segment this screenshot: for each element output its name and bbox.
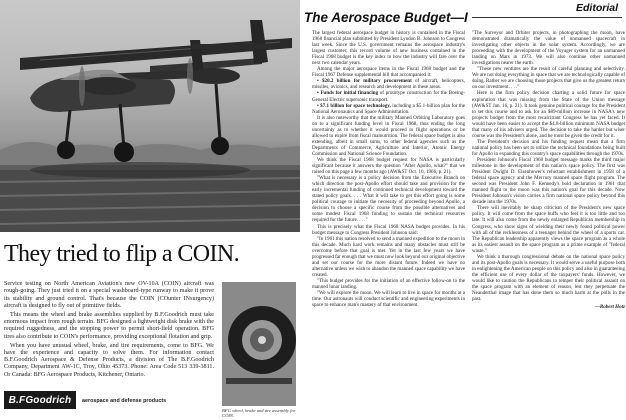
budget-item bbox=[312, 103, 465, 115]
budget-item-lead: • Funds for initial financing bbox=[317, 90, 379, 97]
editorial-column-2 bbox=[472, 30, 625, 416]
paragraph: "What is necessary is a policy decision from the Executive Branch on which direction the post-Apollo effort should take and provision for the early incremental funding of continued technical development toward the stated policy goals. . . . What it will take to get this effort going is some political courage to initiate the necessity of proceeding beyond Apollo, a decision to choose a specific course from the possible alternatives and some modest Fiscal 1968 funding to sustain the technical resources required for the future. . . ." bbox=[312, 175, 465, 224]
budget-item bbox=[312, 78, 465, 90]
paragraph: "We will explore the moon. We will learn to live in space for months at a time. Our astronauts will conduct scientific and engineering experiments in space to enhance man's mastery of that environment. bbox=[312, 290, 465, 309]
ad-paragraph: This means the wheel and brake assemblies supplied by B.F.Goodrich must take enormous impact from rough terrain. BFG designed a lightweight disk brake with the required ruggedness, and the stopping power to permit short-field operation. BFG tires also contribute to COIN's performance, providing exceptional flotation and grip. bbox=[4, 311, 214, 340]
paragraph: We think the Fiscal 1968 budget request for NASA is particularly significant because it answers the question "After Apollo, what?" that we raised on this page a few months ago (AW&ST Oct. 10, 1966, p. 21). bbox=[312, 156, 465, 176]
author-signature: —Robert Hotz bbox=[594, 304, 625, 311]
paragraph: There will inevitably be sharp criticism of the President's new space policy. It will come from the space buffs who feel it is too little and too late. It will also come from the newly enlarged Republican membership in Congress, who show signs of wielding their newly found political power with all of the recklessness of a teenager behind the wheel of a sports car. The Republican leadership apparently views the space program as a whole as its easiest assault on the space program as a prime example of "federal waste." bbox=[472, 205, 625, 254]
paragraph: "These new ventures are the result of careful planning and selectivity. We are not doing everything in space that we are technologically capable of doing. Rather we are choosing those projects that give us the greatest return on our investment. . . ." bbox=[472, 66, 625, 91]
budget-item-text: of aircraft, helicopters, missiles, avionics, and research and development in these areas. bbox=[312, 78, 465, 91]
ad-paragraph: When you have unusual wheel, brake, and tire requirements, come to BFG. We have the experience and capacity to solve them. For information contact B.F.Goodrich Aerospace & Defense Products, a division of The B.F.Goodrich Company, Department AW-1C, Troy, Ohio 45373. Phone: Area Code 513 339-3811. Or Canada: BFG Aerospace Products, Kitchener, Ontario. bbox=[4, 342, 214, 378]
budget-item bbox=[312, 90, 465, 102]
ad-body-copy bbox=[4, 281, 214, 381]
editorial-page bbox=[304, 0, 626, 420]
paragraph: "In 1961 this nation resolved to send a manned expedition to the moon in this decade. Much hard work remains and many obstacles must still be overcome before that goal is met. Yet in the last few years we have progressed far enough that we must now look beyond our original objective and set our course for the more distant future. Indeed we have no alternative unless we wish to abandon the manned space capability we have created. bbox=[312, 235, 465, 278]
paragraph: The largest federal aerospace budget in history is contained in the Fiscal 1968 financial plan submitted by President Lyndon B. Johnson to Congress last week. Since the U.S. government remains the aerospace industry's largest customer, this record volume of new business contained in the Fiscal 1968 budget is the key index to how the industry will fare over the next two calendar years. bbox=[312, 30, 465, 67]
paragraph: "The Surveyor and Orbiter projects, in photographing the moon, have demonstrated dramatically the value of unmanned spacecraft in investigating other objects in the solar system. Accordingly, we are proceeding with the development of the Voyager system for an unmanned landing on Mars in 1973. We will also continue other unmanned investigations nearer the earth. bbox=[472, 30, 625, 67]
ov10-coin-aircraft-illustration bbox=[0, 0, 300, 232]
paragraph: Among the major aerospace items in the Fiscal 1968 budget and the Fiscal 1967 Defense supplemental bill that accompanied it: bbox=[312, 66, 465, 79]
editorial-column-1 bbox=[312, 30, 465, 416]
section-label: Editorial bbox=[576, 2, 619, 14]
paragraph: President Johnson's Fiscal 1968 budget message marks the third major milestone in the development of this nation's space policy. The first was President Dwight D. Eisenhower's reluctant establishment in 1958 of a federal space agency and the Mercury manned space flight program. The second was President John F. Kennedy's bold declaration in 1961 that manned flight to the moon was this nation's goal for this decade. Now President Johnson's vision carries a firm national space policy beyond this decade into the 1970s. bbox=[472, 156, 625, 206]
bfgoodrich-tagline: aerospace and defense products bbox=[82, 398, 167, 404]
paragraph: The President's decision and his funding request mean that a firm national policy has been set to utilize the technical foundations being built for Apollo in expanding this country's space capabilities through the 1970s. bbox=[472, 138, 625, 157]
wheel-brake-photo bbox=[222, 282, 296, 406]
inset-caption: BFG wheel, brake and tire assembly for COIN. bbox=[222, 408, 296, 419]
paragraph: Here is the firm policy decision charting a solid future for space exploration that was missing from the State of the Union message (AW&ST Jan. 16, p. 21). It took genuine political courage for the President to set this course and to ask for an $89-million increase in NASA's new projects budget from the most recalcitrant Congress he has yet faced. It would have been easier to accept the $4.8-billion minimum NASA budget that many of his advisers urged. The decision to take the harder but wiser course was the President's alone, and he must be given the credit for it. bbox=[472, 90, 625, 139]
ad-headline: They tried to flip a COIN. bbox=[4, 241, 240, 267]
wheel-brake-assembly-illustration bbox=[222, 282, 296, 406]
goodrich-advertisement bbox=[0, 0, 300, 420]
paragraph: It is also noteworthy that the military Manned Orbiting Laboratory goes on to a significant funding level in Fiscal 1968, thus ending the long uncertainty as to whether it would proceed to flight operations or be allowed to expire from fiscal malnutrition. The federal space budget is also extending, albeit in small sums, to other federal agencies such as the Departments of Commerce, Agriculture and Interior, Atomic Energy Commission and National Science Foundation. bbox=[312, 114, 465, 157]
budget-item-lead: • $7.1 billion for space technology, bbox=[317, 102, 391, 109]
ad-paragraph: Service testing on North American Aviation's new OV-10A (COIN) aircraft was rough-going. They just tried it on a special washboard-type runway to make it prove its stability and ground control. That's because the COIN (COunter INsurgency) aircraft is designed to fly out of primitive fields. bbox=[4, 281, 214, 309]
budget-item-text: including a $5.1-billion plan for the National Aeronautics and Space Administration. bbox=[312, 102, 465, 115]
budget-item-text: of prototype construction for the Boeing-General Electric supersonic transport. bbox=[312, 90, 465, 103]
paragraph: This is precisely what the Fiscal 1968 NASA budget provides. In his budget message to Congress President Johnson said: bbox=[312, 223, 465, 236]
budget-item-lead: • $20.2 billion for military procurement bbox=[317, 78, 412, 85]
aircraft-photo bbox=[0, 0, 300, 232]
paragraph: "This budget provides for the initiation of an effective follow-on to the manned lunar landing. bbox=[312, 277, 465, 290]
paragraph: We think a thorough congressional debate on the national space policy and its post-Apollo goals is necessary. It would serve a useful purpose both in enlightening the American people on this policy and also in guaranteeing the efficient use of every dollar of the taxpayers' funds. However, we would like to caution the Republicans to temper their political assault on the space program with an element of reason, lest they perpetuate the Neanderthal image that has done them so much harm at the polls in the past. bbox=[472, 253, 625, 303]
bfgoodrich-logo: B.FGoodrich bbox=[4, 391, 76, 409]
editorial-title: The Aerospace Budget—I bbox=[304, 10, 472, 25]
